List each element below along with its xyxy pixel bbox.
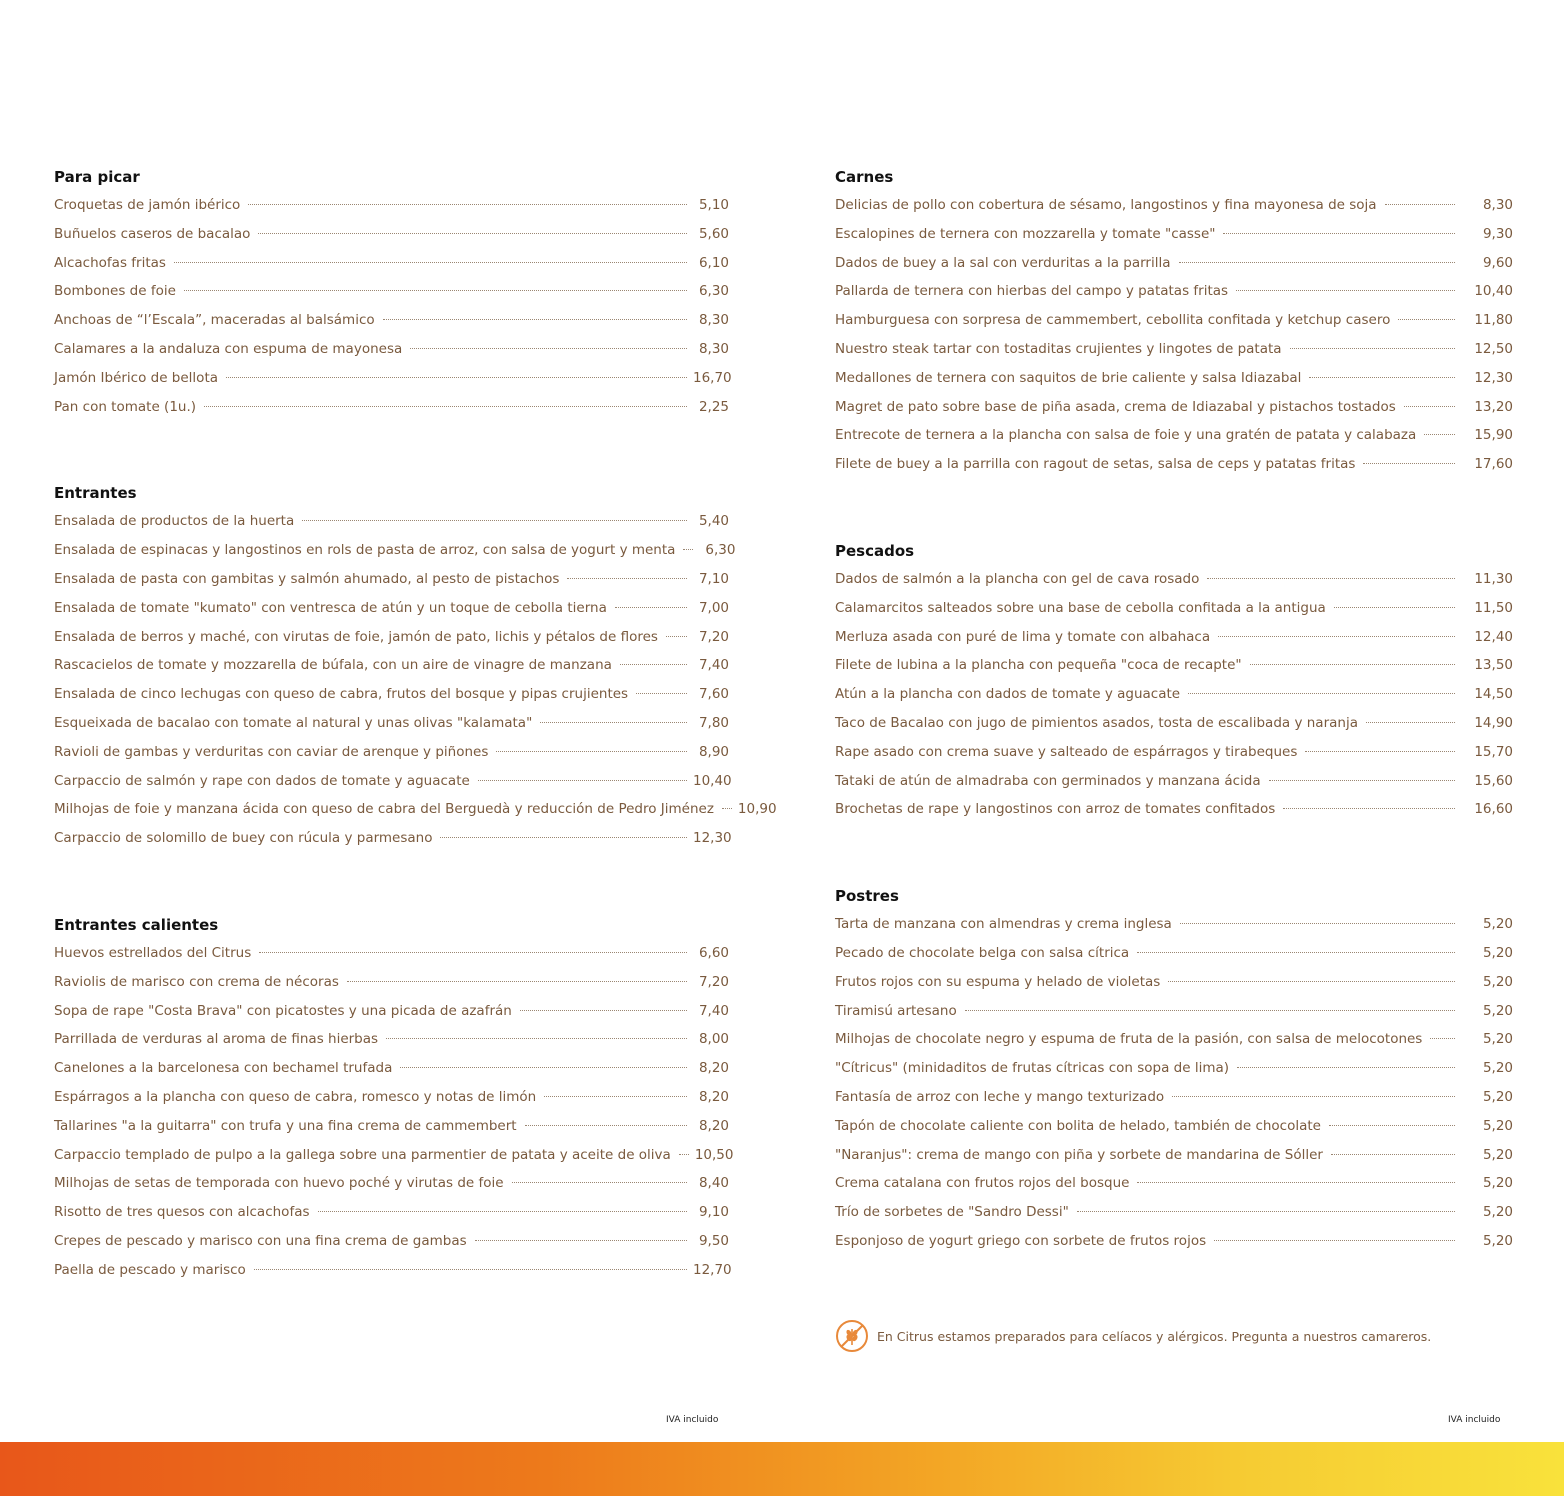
dot-leader (636, 693, 687, 694)
menu-item (835, 799, 1513, 828)
dot-leader (1180, 923, 1455, 924)
dot-leader (544, 1096, 687, 1097)
menu-item (835, 397, 1513, 426)
menu-item-name: Pan con tomate (1u.) (54, 398, 197, 415)
left-column (54, 166, 777, 1289)
menu-item-name: Brochetas de rape y langostinos con arroz de tomates confitados (835, 801, 1276, 818)
allergy-note-text: En Citrus estamos preparados para celíacos y alérgicos. Pregunta a nuestros camareros. (877, 1328, 1432, 1344)
menu-item-name: Esponjoso de yogurt griego con sorbete de frutos rojos (835, 1232, 1207, 1249)
menu-item-name: Filete de buey a la parrilla con ragout de setas, salsa de ceps y patatas fritas (835, 456, 1356, 473)
menu-item (54, 339, 729, 368)
menu-item (835, 1029, 1513, 1058)
menu-item (54, 713, 729, 742)
dot-leader (204, 406, 687, 407)
menu-item-name: Buñuelos caseros de bacalao (54, 225, 251, 242)
menu-item-name: Delicias de pollo con cobertura de sésamo, langostinos y fina mayonesa de soja (835, 197, 1377, 213)
menu-item-name: Risotto de tres quesos con alcachofas (54, 1204, 310, 1221)
menu-item-price: 17,60 (1474, 456, 1513, 473)
menu-item-price: 5,20 (1482, 1204, 1513, 1221)
menu-item (835, 224, 1513, 253)
menu-item-name: Hamburguesa con sorpresa de cammembert, cebollita confitada y ketchup casero (835, 312, 1391, 329)
menu-item (54, 569, 729, 598)
menu-item-name: Fantasía de arroz con leche y mango texturizado (835, 1088, 1165, 1105)
menu-item-name: Bombones de foie (54, 283, 176, 300)
menu-item-price: 13,20 (1474, 398, 1513, 415)
menu-item-price: 5,20 (1482, 1117, 1513, 1134)
dot-leader (615, 607, 687, 608)
menu-item-price: 5,20 (1482, 1002, 1513, 1019)
menu-item-price: 5,20 (1482, 1146, 1513, 1163)
menu-item (835, 1202, 1513, 1231)
dot-leader (512, 1182, 687, 1183)
menu-item-price: 12,50 (1474, 340, 1513, 357)
menu-item-name: Ensalada de productos de la huerta (54, 513, 295, 530)
dot-leader (1218, 636, 1455, 637)
menu-item-price: 5,20 (1482, 1175, 1513, 1192)
menu-item-price: 5,40 (698, 513, 729, 530)
section-title: Entrantes (54, 484, 137, 503)
menu-item-price: 8,30 (698, 312, 729, 329)
dot-leader (520, 1010, 687, 1011)
menu-item-price: 8,00 (698, 1031, 729, 1048)
menu-item-price: 5,10 (698, 197, 729, 213)
section-title: Pescados (835, 541, 915, 560)
menu-item-name: Medallones de ternera con saquitos de brie caliente y salsa Idiazabal (835, 369, 1302, 386)
menu-item (54, 1202, 729, 1231)
menu-item (54, 1145, 734, 1174)
menu-item (835, 972, 1513, 1001)
menu-item (835, 1231, 1513, 1260)
menu-item (54, 397, 729, 426)
menu-item (835, 914, 1513, 943)
menu-item-price: 15,60 (1474, 772, 1513, 789)
menu-item-name: Esqueixada de bacalao con tomate al natural y unas olivas "kalamata" (54, 714, 533, 731)
menu-item-price: 6,10 (698, 254, 729, 271)
dot-leader (1404, 406, 1455, 407)
menu-section (54, 482, 777, 857)
menu-item-name: Espárragos a la plancha con queso de cabra, romesco y notas de limón (54, 1088, 537, 1105)
menu-item-price: 14,90 (1474, 714, 1513, 731)
menu-item-price: 5,20 (1482, 916, 1513, 933)
menu-item-name: Entrecote de ternera a la plancha con salsa de foie y una gratén de patata y calabaza (835, 427, 1417, 444)
menu-item-name: Carpaccio de salmón y rape con dados de tomate y aguacate (54, 772, 470, 789)
menu-item-name: Tiramisú artesano (835, 1002, 957, 1019)
menu-item-name: Pallarda de ternera con hierbas del campo y patatas fritas (835, 283, 1229, 300)
menu-item (54, 1058, 729, 1087)
dot-leader (248, 204, 687, 205)
menu-item (54, 943, 729, 972)
menu-item-name: Nuestro steak tartar con tostaditas crujientes y lingotes de patata (835, 340, 1282, 357)
section-title: Carnes (835, 168, 894, 186)
menu-item (835, 1087, 1513, 1116)
dot-leader (1385, 204, 1455, 205)
dot-leader (1398, 319, 1455, 320)
menu-item-name: Milhojas de setas de temporada con huevo poché y virutas de foie (54, 1175, 504, 1192)
menu-item (54, 627, 729, 656)
menu-item-name: Croquetas de jamón ibérico (54, 197, 241, 213)
dot-leader (496, 751, 687, 752)
menu-item-price: 5,20 (1482, 973, 1513, 990)
menu-item-name: Milhojas de chocolate negro y espuma de fruta de la pasión, con salsa de melocotones (835, 1031, 1423, 1048)
dot-leader (683, 549, 693, 550)
section-gap (835, 483, 1513, 540)
menu-item-name: Paella de pescado y marisco (54, 1261, 246, 1278)
dot-leader (1236, 290, 1455, 291)
dot-leader (1430, 1038, 1455, 1039)
menu-item-name: Ensalada de tomate "kumato" con ventresca de atún y un toque de cebolla tierna (54, 599, 607, 616)
menu-item-price: 12,30 (693, 830, 732, 847)
menu-item (54, 253, 729, 282)
dot-leader (410, 348, 687, 349)
dot-leader (226, 377, 687, 378)
menu-item (54, 540, 736, 569)
dot-leader (1137, 1182, 1455, 1183)
dot-leader (540, 722, 687, 723)
menu-item (835, 368, 1513, 397)
menu-item (54, 1029, 729, 1058)
section-gap (54, 425, 729, 482)
menu-item-price: 13,50 (1474, 657, 1513, 674)
menu-item-price: 2,25 (698, 398, 729, 415)
dot-leader (258, 233, 687, 234)
menu-section (835, 885, 1513, 1260)
menu-item-price: 12,40 (1474, 628, 1513, 645)
menu-item (54, 598, 729, 627)
menu-item-name: Pecado de chocolate belga con salsa cítrica (835, 944, 1130, 961)
menu-item (835, 598, 1513, 627)
menu-item (835, 281, 1513, 310)
menu-item (835, 195, 1513, 224)
dot-leader (1424, 434, 1455, 435)
menu-item (54, 224, 729, 253)
menu-item-name: Calamares a la andaluza con espuma de mayonesa (54, 340, 403, 357)
menu-item (54, 1001, 729, 1030)
dot-leader (567, 578, 687, 579)
menu-item-name: Raviolis de marisco con crema de nécoras (54, 973, 339, 990)
menu-item-name: Dados de salmón a la plancha con gel de cava rosado (835, 570, 1200, 587)
menu-item (54, 799, 777, 828)
menu-item-name: Carpaccio de solomillo de buey con rúcula y parmesano (54, 830, 433, 847)
menu-item-name: Frutos rojos con su espuma y helado de violetas (835, 973, 1161, 990)
menu-item-name: Atún a la plancha con dados de tomate y aguacate (835, 686, 1181, 703)
menu-item-price: 14,50 (1474, 686, 1513, 703)
menu-item (835, 771, 1513, 800)
menu-item-price: 12,70 (693, 1261, 732, 1278)
section-title: Postres (835, 887, 899, 906)
menu-item-price: 6,30 (698, 283, 729, 300)
menu-item (835, 253, 1513, 282)
menu-item-name: "Cítricus" (minidaditos de frutas cítricas con sopa de lima) (835, 1060, 1230, 1077)
menu-item-name: Sopa de rape "Costa Brava" con picatostes y una picada de azafrán (54, 1002, 512, 1019)
menu-item-name: Merluza asada con puré de lima y tomate con albahaca (835, 628, 1211, 645)
dot-leader (254, 1269, 687, 1270)
menu-item (835, 1145, 1513, 1174)
menu-item (54, 771, 732, 800)
menu-item-price: 8,40 (698, 1175, 729, 1192)
menu-item-price: 16,70 (693, 369, 732, 386)
menu-item-name: Milhojas de foie y manzana ácida con queso de cabra del Berguedà y reducción de Pedro Jiménez (54, 801, 714, 818)
menu-item-price: 10,40 (693, 772, 732, 789)
menu-item (54, 511, 729, 540)
menu-item-name: Calamarcitos salteados sobre una base de cebolla confitada a la antigua (835, 599, 1326, 616)
dot-leader (1179, 262, 1456, 263)
gluten-free-icon (835, 1319, 869, 1353)
menu-item-price: 10,50 (694, 1146, 734, 1163)
dot-leader (259, 952, 687, 953)
menu-item-price: 5,20 (1482, 944, 1513, 961)
menu-item-price: 8,20 (698, 1060, 729, 1077)
menu-item-price: 15,90 (1474, 427, 1513, 444)
menu-item (835, 742, 1513, 771)
dot-leader (347, 981, 687, 982)
dot-leader (1172, 1096, 1455, 1097)
menu-section (54, 166, 732, 425)
menu-item (835, 310, 1513, 339)
menu-item-price: 6,60 (698, 944, 729, 961)
menu-item-price: 11,80 (1474, 312, 1513, 329)
dot-leader (1077, 1211, 1455, 1212)
menu-item-price: 7,10 (698, 570, 729, 587)
menu-item (54, 828, 732, 857)
menu-item (54, 1116, 729, 1145)
menu-item-price: 11,50 (1474, 599, 1513, 616)
menu-item (835, 454, 1513, 483)
menu-item (54, 368, 732, 397)
dot-leader (184, 290, 687, 291)
menu-item-name: Rascacielos de tomate y mozzarella de búfala, con un aire de vinagre de manzana (54, 657, 612, 674)
dot-leader (386, 1038, 687, 1039)
menu-item-name: Ravioli de gambas y verduritas con caviar de arenque y piñones (54, 743, 489, 760)
menu-item-price: 15,70 (1474, 743, 1513, 760)
dot-leader (1250, 664, 1455, 665)
dot-leader (1207, 578, 1455, 579)
dot-leader (440, 837, 687, 838)
menu-item-name: Trío de sorbetes de "Sandro Dessi" (835, 1204, 1069, 1221)
dot-leader (1188, 693, 1455, 694)
menu-item-price: 5,20 (1482, 1088, 1513, 1105)
menu-item-name: Magret de pato sobre base de piña asada, crema de Idiazabal y pistachos tostados (835, 398, 1396, 415)
menu-item-price: 10,90 (737, 801, 777, 818)
menu-item (835, 943, 1513, 972)
menu-item-name: Huevos estrellados del Citrus (54, 944, 252, 961)
menu-item (54, 1087, 729, 1116)
menu-item-name: Ensalada de pasta con gambitas y salmón ahumado, al pesto de pistachos (54, 570, 560, 587)
dot-leader (1168, 981, 1455, 982)
menu-item-name: Taco de Bacalao con jugo de pimientos asados, tosta de escalibada y naranja (835, 714, 1358, 731)
menu-item (835, 627, 1513, 656)
dot-leader (478, 780, 687, 781)
menu-item-name: Crema catalana con frutos rojos del bosque (835, 1175, 1130, 1192)
menu-item (835, 1116, 1513, 1145)
dot-leader (525, 1125, 687, 1126)
menu-item (835, 569, 1513, 598)
menu-item-name: Tapón de chocolate caliente con bolita de helado, también de chocolate (835, 1117, 1321, 1134)
menu-item-price: 8,20 (698, 1088, 729, 1105)
allergy-note (835, 1319, 1431, 1353)
bottom-gradient-bar (0, 1442, 1564, 1496)
dot-leader (965, 1010, 1455, 1011)
menu-item-price: 7,80 (698, 714, 729, 731)
menu-item-price: 11,30 (1474, 570, 1513, 587)
dot-leader (174, 262, 687, 263)
menu-item-name: Jamón Ibérico de bellota (54, 369, 219, 386)
menu-item (54, 684, 729, 713)
menu-item (835, 1058, 1513, 1087)
dot-leader (1137, 952, 1455, 953)
dot-leader (1305, 751, 1455, 752)
menu-item (54, 195, 729, 224)
menu-item-name: Parrillada de verduras al aroma de finas hierbas (54, 1031, 379, 1048)
iva-label-right: IVA incluido (1448, 1415, 1501, 1425)
menu-item (835, 339, 1513, 368)
menu-item-price: 5,20 (1482, 1031, 1513, 1048)
menu-item (54, 972, 729, 1001)
menu-item (835, 655, 1513, 684)
menu-item-price: 7,40 (698, 657, 729, 674)
menu-item-price: 8,30 (698, 340, 729, 357)
menu-item-name: Filete de lubina a la plancha con pequeña "coca de recapte" (835, 657, 1242, 674)
menu-item-price: 5,20 (1482, 1060, 1513, 1077)
menu-item-price: 7,20 (698, 628, 729, 645)
dot-leader (400, 1067, 687, 1068)
menu-item-name: Ensalada de espinacas y langostinos en rols de pasta de arroz, con salsa de yogurt y menta (54, 542, 676, 559)
menu-item-price: 10,40 (1474, 283, 1513, 300)
dot-leader (302, 520, 687, 521)
dot-leader (475, 1240, 687, 1241)
dot-leader (1283, 808, 1455, 809)
menu-item-name: Rape asado con crema suave y salteado de espárragos y tirabeques (835, 743, 1298, 760)
menu-item-name: Dados de buey a la sal con verduritas a la parrilla (835, 254, 1171, 271)
section-title: Entrantes calientes (54, 915, 219, 934)
dot-leader (1309, 377, 1455, 378)
menu-item-name: Carpaccio templado de pulpo a la gallega sobre una parmentier de patata y aceite de oliva (54, 1146, 671, 1163)
dot-leader (1331, 1154, 1455, 1155)
menu-item-price: 12,30 (1474, 369, 1513, 386)
dot-leader (1214, 1240, 1455, 1241)
menu-item-price: 9,60 (1482, 254, 1513, 271)
menu-item-price: 5,20 (1482, 1232, 1513, 1249)
menu-item (835, 684, 1513, 713)
menu-item-price: 7,60 (698, 686, 729, 703)
menu-item-price: 9,10 (698, 1204, 729, 1221)
dot-leader (318, 1211, 688, 1212)
dot-leader (620, 664, 687, 665)
dot-leader (666, 636, 687, 637)
menu-item-name: Ensalada de cinco lechugas con queso de cabra, frutos del bosque y pipas crujientes (54, 686, 629, 703)
menu-item-price: 8,90 (698, 743, 729, 760)
dot-leader (1366, 722, 1455, 723)
menu-item-name: Ensalada de berros y maché, con virutas de foie, jamón de pato, lichis y pétalos de flores (54, 628, 658, 645)
dot-leader (1363, 463, 1455, 464)
menu-item-price: 5,60 (698, 225, 729, 242)
menu-section (54, 914, 734, 1289)
menu-item-name: Anchoas de “l’Escala”, maceradas al balsámico (54, 312, 375, 329)
dot-leader (1334, 607, 1455, 608)
dot-leader (383, 319, 687, 320)
dot-leader (1329, 1125, 1455, 1126)
menu-item-price: 7,00 (698, 599, 729, 616)
menu-item (54, 281, 729, 310)
menu-item (54, 655, 729, 684)
menu-item (835, 425, 1513, 454)
menu-item-name: Crepes de pescado y marisco con una fina crema de gambas (54, 1232, 467, 1249)
menu-item-name: Canelones a la barcelonesa con bechamel trufada (54, 1060, 393, 1077)
dot-leader (722, 808, 732, 809)
dot-leader (679, 1154, 689, 1155)
menu-item-name: Escalopines de ternera con mozzarella y tomate "casse" (835, 225, 1216, 242)
menu-item (835, 713, 1513, 742)
menu-item-price: 7,20 (698, 973, 729, 990)
menu-item-price: 8,30 (1482, 197, 1513, 213)
dot-leader (1237, 1067, 1455, 1068)
menu-item (835, 1173, 1513, 1202)
menu-item (54, 1231, 729, 1260)
menu-item-price: 9,50 (698, 1232, 729, 1249)
menu-item-price: 6,30 (705, 542, 736, 559)
dot-leader (1223, 233, 1455, 234)
menu-item (54, 310, 729, 339)
menu-section (835, 166, 1513, 483)
iva-label-left: IVA incluido (666, 1415, 719, 1425)
menu-item-price: 9,30 (1482, 225, 1513, 242)
right-column (835, 166, 1513, 1260)
menu-item-name: Tarta de manzana con almendras y crema inglesa (835, 916, 1172, 933)
menu-item-price: 16,60 (1474, 801, 1513, 818)
dot-leader (1290, 348, 1455, 349)
menu-section (835, 540, 1513, 828)
menu-item (54, 1173, 729, 1202)
menu-item-name: Alcachofas fritas (54, 254, 166, 271)
menu-item-name: "Naranjus": crema de mango con piña y sorbete de mandarina de Sóller (835, 1146, 1323, 1163)
dot-leader (1269, 780, 1455, 781)
section-gap (835, 828, 1513, 885)
menu-item-price: 8,20 (698, 1117, 729, 1134)
menu-item (835, 1001, 1513, 1030)
menu-item-name: Tallarines "a la guitarra" con trufa y una fina crema de cammembert (54, 1117, 517, 1134)
menu-item-name: Tataki de atún de almadraba con germinados y manzana ácida (835, 772, 1261, 789)
menu-item-price: 7,40 (698, 1002, 729, 1019)
menu-item (54, 742, 729, 771)
menu-item (54, 1260, 732, 1289)
section-gap (54, 857, 729, 914)
section-title: Para picar (54, 168, 140, 186)
